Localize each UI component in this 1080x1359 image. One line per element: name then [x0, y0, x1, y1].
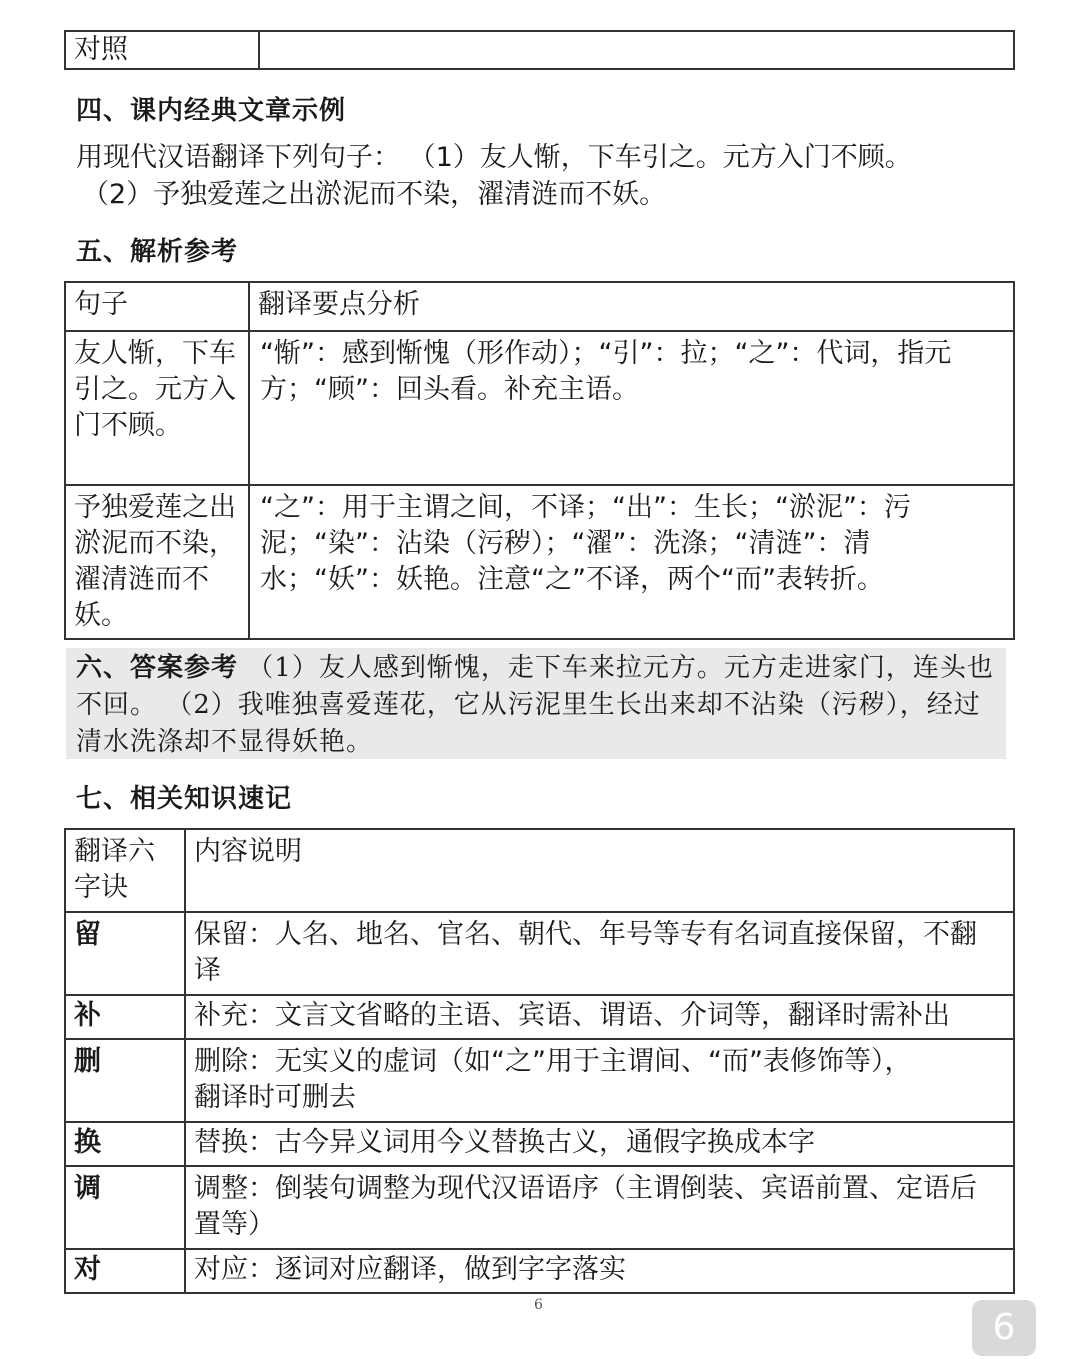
table-row	[65, 995, 1014, 1039]
key-cell: 调	[65, 1166, 185, 1249]
knowledge-table	[64, 828, 1015, 1294]
page-number: 6	[534, 1297, 543, 1313]
header-analysis: 翻译要点分析	[249, 282, 1014, 331]
table-row	[65, 1166, 1014, 1249]
desc-cell: 补充：文言文省略的主语、宾语、谓语、介词等，翻译时需补出	[185, 995, 1014, 1039]
section7-title: 七、相关知识速记	[76, 784, 293, 814]
answer-text: （1）友人感到惭愧，走下车来拉元方。元方走进家门，连头也不回。 （2）我唯独喜爱莲花，它从污泥里生长出来却不沾染（污秽），经过清水洗涤却不显得妖艳。	[76, 653, 994, 757]
key-cell: 对	[65, 1249, 185, 1293]
desc-cell: 保留：人名、地名、官名、朝代、年号等专有名词直接保留，不翻译	[185, 912, 1014, 995]
analysis-cell: “惭”：感到惭愧（形作动）；“引”：拉；“之”：代词，指元方；“顾”：回头看。补充主语。	[249, 331, 1014, 485]
key-cell: 留	[65, 912, 185, 995]
table-row	[65, 912, 1014, 995]
section4-line2: （2）予独爱莲之出淤泥而不染，濯清涟而不妖。	[82, 179, 667, 210]
key-cell: 换	[65, 1122, 185, 1166]
desc-cell: 替换：古今异义词用今义替换古义，通假字换成本字	[185, 1122, 1014, 1166]
section4-title: 四、课内经典文章示例	[76, 96, 347, 126]
table-header-row	[65, 829, 1014, 912]
answer-box	[66, 648, 1006, 759]
comparison-row-table	[64, 30, 1015, 70]
desc-cell: 调整：倒装句调整为现代汉语语序（主谓倒装、宾语前置、定语后置等）	[185, 1166, 1014, 1249]
desc-cell: 删除：无实义的虚词（如“之”用于主谓间、“而”表修饰等），翻译时可删去	[185, 1039, 1014, 1122]
table-header-row	[65, 282, 1014, 331]
header-key: 翻译六字诀	[65, 829, 185, 912]
section6-title: 六、答案参考	[76, 653, 239, 683]
table-row	[65, 485, 1014, 639]
sentence-cell: 予独爱莲之出淤泥而不染，濯清涟而不妖。	[65, 485, 249, 639]
key-cell: 删	[65, 1039, 185, 1122]
analysis-table	[64, 281, 1015, 640]
analysis-cell: “之”：用于主谓之间，不译；“出”：生长；“淤泥”：污泥；“染”：沾染（污秽）；“濯”：洗涤；“清涟”：清水；“妖”：妖艳。注意“之”不译，两个“而”表转折。	[249, 485, 1014, 639]
table-row	[65, 1039, 1014, 1122]
section5-title: 五、解析参考	[76, 237, 239, 267]
header-sentence: 句子	[65, 282, 249, 331]
table-row	[65, 331, 1014, 485]
section4-line1: 用现代汉语翻译下列句子： （1）友人惭，下车引之。元方入门不顾。	[76, 142, 912, 173]
comparison-label: 对照	[65, 31, 259, 69]
key-cell: 补	[65, 995, 185, 1039]
sentence-cell: 友人惭，下车引之。元方入门不顾。	[65, 331, 249, 485]
comparison-value	[259, 31, 1014, 69]
header-desc: 内容说明	[185, 829, 1014, 912]
desc-cell: 对应：逐词对应翻译，做到字字落实	[185, 1249, 1014, 1293]
table-row	[65, 1122, 1014, 1166]
page-badge: 6	[972, 1300, 1036, 1356]
table-row	[65, 1249, 1014, 1293]
